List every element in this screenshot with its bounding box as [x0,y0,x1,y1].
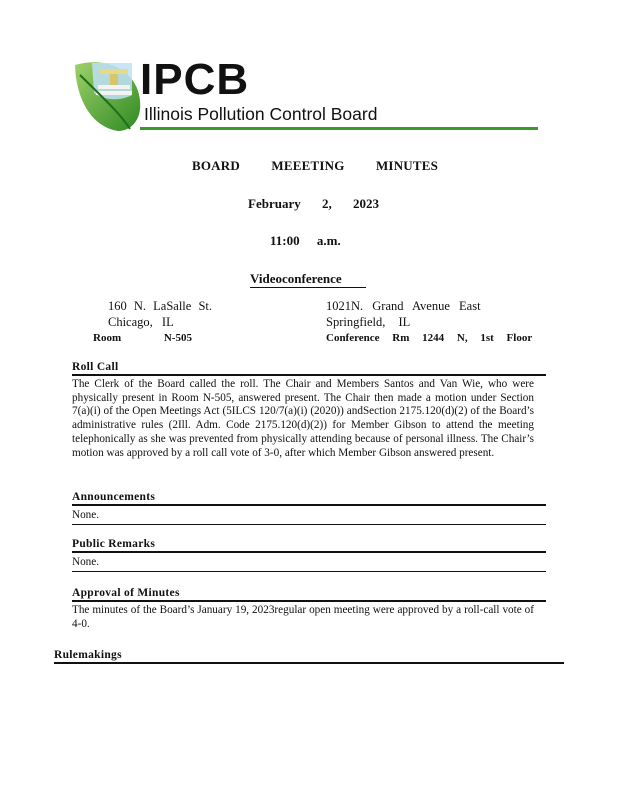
springfield-street: 1021N. Grand Avenue East [326,299,481,313]
section-divider [54,662,564,664]
springfield-room: Conference Rm 1244 N, 1st Floor [326,332,533,344]
roll-call-text: The Clerk of the Board called the roll. The Chair and Members Santos and Van Wie, who were physically present in Room N-505, answered present. The Chair then made a motion under Section 7(a)(i) of the Open Meetings Act (5ILCS 120/7(a)(i) (2020)) andSection 2175.120(d)(2) of the Board’s administrative rules (2Ill. Adm. Code 2175.120(d)(2)) for Member Gibson to attend the meeting telephonically as she was prevented from physically attending because of personal illness. The Chair’s motion was approved by a roll call vote of 3-0, after which Member Gibson answered present. [72,378,534,459]
section-divider [72,600,546,602]
logo-underline [140,127,538,130]
section-heading-roll-call: Roll Call [72,361,119,373]
chicago-street: 160 N. LaSalle St. [108,299,213,313]
meeting-time: 11:00 a.m. [270,233,341,248]
springfield-city: Springfield, IL [326,315,411,329]
section-heading-announcements: Announcements [72,491,156,503]
section-divider [72,551,546,553]
section-divider [72,571,546,572]
logo-subtitle: Illinois Pollution Control Board [144,104,378,124]
chicago-city: Chicago, IL [108,315,174,329]
section-heading-public-remarks: Public Remarks [72,538,156,550]
section-heading-rulemakings: Rulemakings [54,649,122,661]
section-heading-approval-of-minutes: Approval of Minutes [72,587,180,599]
section-divider [72,504,546,506]
location-type: Videoconference [250,271,366,288]
public-remarks-text: None. [72,556,100,568]
meeting-date: February 2, 2023 [248,196,379,211]
chicago-room: Room N-505 [93,332,192,344]
announcements-text: None. [72,509,100,521]
document-title: BOARD MEEETING MINUTES [192,158,439,173]
section-divider [72,524,546,525]
logo-wordmark: IPCB [140,55,250,104]
section-divider [72,374,546,376]
approval-text: The minutes of the Board’s January 19, 2023regular open meeting were approved by a roll-call vote of 4-0. [72,604,534,630]
